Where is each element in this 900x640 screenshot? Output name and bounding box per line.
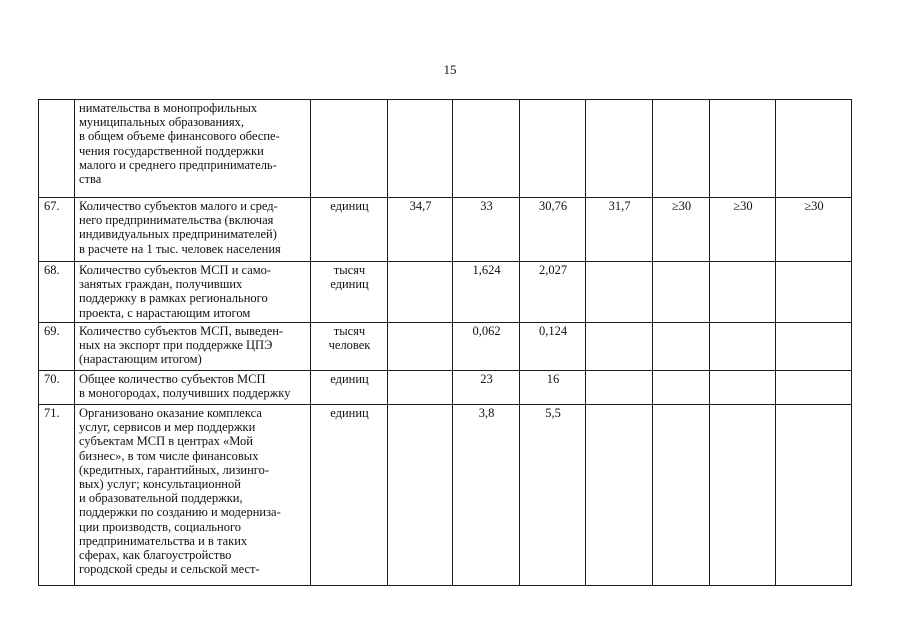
description-line: нимательства в монопрофильных [79, 101, 258, 115]
description-line: чения государственной поддержки [79, 143, 264, 158]
description-line: предпринимательства и в таких [79, 533, 248, 548]
value-cell [653, 323, 710, 371]
description-line: Количество субъектов МСП, выведен- [79, 324, 284, 338]
description-line: (кредитных, гарантийных, лизинго- [79, 462, 270, 477]
description-line: ции производств, социального [79, 519, 242, 534]
unit-cell [311, 100, 388, 198]
value-cell: 30,76 [520, 198, 586, 262]
value-cell: 31,7 [586, 198, 653, 262]
description-line: в общем объеме финансового обеспе- [79, 129, 280, 144]
value-cell: ≥30 [776, 198, 852, 262]
value-cell [653, 262, 710, 323]
value-cell [586, 100, 653, 198]
value-cell: ≥30 [653, 198, 710, 262]
value-cell [710, 371, 776, 405]
description-line: занятых граждан, получивших [79, 277, 243, 292]
value-cell [586, 262, 653, 323]
indicator-description-cell [75, 405, 311, 586]
description-line: поддержку в рамках регионального [79, 291, 268, 306]
indicators-table [38, 99, 852, 586]
value-cell: ≥30 [710, 198, 776, 262]
value-cell: 1,624 [453, 262, 520, 323]
unit-line: тысяч [333, 324, 366, 338]
table-row [39, 100, 852, 198]
value-cell: 0,124 [520, 323, 586, 371]
unit-line: тысяч [333, 263, 366, 277]
value-cell [586, 405, 653, 586]
table-row [39, 371, 852, 405]
description-line: Количество субъектов малого и сред- [79, 199, 278, 213]
value-cell [710, 100, 776, 198]
value-cell [776, 371, 852, 405]
row-number-cell: 68. [39, 262, 75, 323]
value-cell [710, 405, 776, 586]
value-cell [388, 371, 453, 405]
unit-cell [311, 198, 388, 262]
indicator-description-cell [75, 198, 311, 262]
value-cell: 34,7 [388, 198, 453, 262]
value-cell [653, 371, 710, 405]
unit-cell [311, 405, 388, 586]
unit-cell [311, 323, 388, 371]
unit-cell [311, 262, 388, 323]
description-line: Общее количество субъектов МСП [79, 372, 266, 386]
value-cell [776, 100, 852, 198]
indicator-description-cell [75, 100, 311, 198]
description-line: индивидуальных предпринимателей) [79, 227, 277, 242]
value-cell [776, 323, 852, 371]
value-cell [520, 100, 586, 198]
description-line: муниципальных образованиях, [79, 115, 244, 130]
description-line: Организовано оказание комплекса [79, 406, 262, 420]
description-line: Количество субъектов МСП и само- [79, 263, 272, 277]
value-cell [388, 323, 453, 371]
description-line: малого и среднего предприниматель- [79, 157, 277, 172]
description-line: (нарастающим итогом) [79, 352, 202, 367]
description-line: городской среды и сельской мест- [79, 562, 260, 577]
value-cell [653, 100, 710, 198]
description-line: сферах, как благоустройство [79, 548, 232, 563]
description-line: поддержки по созданию и модерниза- [79, 505, 281, 520]
value-cell [586, 371, 653, 405]
value-cell [653, 405, 710, 586]
value-cell [388, 262, 453, 323]
value-cell [710, 323, 776, 371]
value-cell [388, 405, 453, 586]
value-cell: 0,062 [453, 323, 520, 371]
unit-cell [311, 371, 388, 405]
description-line: услуг, сервисов и мер поддержки [79, 420, 256, 435]
value-cell [776, 405, 852, 586]
row-number-cell: 67. [39, 198, 75, 262]
value-cell [388, 100, 453, 198]
description-line: и образовательной поддержки, [79, 491, 243, 506]
description-line: вых) услуг; консультационной [79, 477, 241, 492]
unit-line: человек [328, 338, 371, 353]
row-number-cell: 69. [39, 323, 75, 371]
page-number: 15 [443, 62, 457, 77]
value-cell [776, 262, 852, 323]
unit-line: единиц [330, 406, 369, 420]
value-cell: 2,027 [520, 262, 586, 323]
table-row [39, 262, 852, 323]
row-number-cell [39, 100, 75, 198]
description-line: ных на экспорт при поддержке ЦПЭ [79, 338, 273, 353]
value-cell: 16 [520, 371, 586, 405]
row-number-cell: 71. [39, 405, 75, 586]
description-line: проекта, с нарастающим итогом [79, 305, 251, 320]
unit-line: единиц [330, 372, 369, 386]
description-line: субъектам МСП в центрах «Мой [79, 434, 253, 449]
value-cell [586, 323, 653, 371]
description-line: в моногородах, получивших поддержку [79, 386, 291, 401]
value-cell: 33 [453, 198, 520, 262]
description-line: него предпринимательства (включая [79, 213, 274, 228]
value-cell [710, 262, 776, 323]
table-row [39, 198, 852, 262]
row-number-cell: 70. [39, 371, 75, 405]
description-line: ства [79, 172, 102, 187]
unit-line: единиц [330, 277, 369, 292]
description-line: в расчете на 1 тыс. человек населения [79, 241, 281, 256]
unit-line: единиц [330, 199, 369, 213]
indicator-description-cell [75, 262, 311, 323]
description-line: бизнес», в том числе финансовых [79, 448, 259, 463]
value-cell: 3,8 [453, 405, 520, 586]
value-cell [453, 100, 520, 198]
table-row [39, 405, 852, 586]
value-cell: 23 [453, 371, 520, 405]
indicator-description-cell [75, 323, 311, 371]
indicator-description-cell [75, 371, 311, 405]
table-row [39, 323, 852, 371]
value-cell: 5,5 [520, 405, 586, 586]
